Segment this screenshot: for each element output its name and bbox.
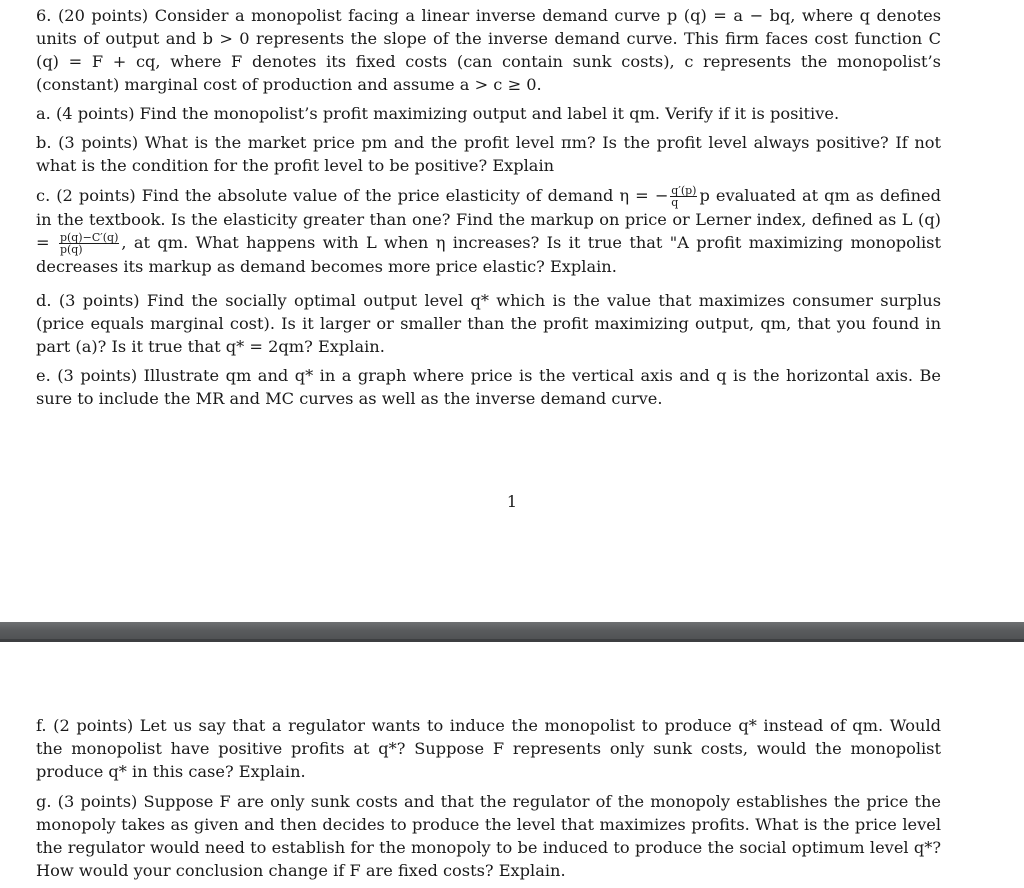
question-6e: e. (3 points) Illustrate qm and q* in a graph where price is the vertical axis and q is the horizontal axis. Be sure to include the MR and MC curves as well as the inverse demand curve. [36, 366, 941, 408]
question-6g: g. (3 points) Suppose F are only sunk costs and that the regulator of the monopoly establishes the price the monopoly takes as given and then decides to produce the level that maximizes profits. What is the price level the regulator would need to establish for the monopoly to be induced to produce the social optimum level q*? How would your conclusion change if F are fixed costs? Explain. [36, 792, 941, 880]
lerner-fraction [59, 232, 119, 255]
page-number: 1 [506, 492, 518, 511]
question-6-intro: 6. (20 points) Consider a monopolist facing a linear inverse demand curve p (q) = a − bq, where q denotes units of output and b > 0 represents the slope of the inverse demand curve. This firm faces cost function C (q) = F + cq, where F denotes its fixed costs (can contain sunk costs), c represents the monopolist’s (constant) marginal cost of production and assume a > c ≥ 0. [36, 6, 941, 94]
question-6a: a. (4 points) Find the monopolist’s profit maximizing output and label it qm. Verify if it is positive. [36, 104, 840, 123]
elasticity-fraction-denominator: q [671, 196, 679, 209]
elasticity-fraction-numerator: q′(p) [671, 184, 697, 197]
question-6c [36, 184, 941, 278]
question-6f: f. (2 points) Let us say that a regulator wants to induce the monopolist to produce q* instead of qm. Would the monopolist have positive profits at q*? Suppose F represents only sunk costs, would the monopolist produce q* in this case? Explain. [36, 716, 941, 781]
question-6c-text-1: c. (2 points) Find the absolute value of the price elasticity of demand η = − [36, 186, 669, 205]
elasticity-fraction [670, 185, 697, 208]
page-separator [0, 622, 1024, 642]
question-6c-text-2: p evaluated at qm as defined in the textbook. Is the elasticity greater than one? Find the markup on price or Lerner index, defined as L (q) = [36, 186, 941, 252]
question-6b: b. (3 points) What is the market price pm and the profit level πm? Is the profit level always positive? If not what is the condition for the profit level to be positive? Explain [36, 133, 941, 175]
lerner-fraction-numerator: p(q)−C′(q) [59, 231, 119, 244]
question-6d: d. (3 points) Find the socially optimal output level q* which is the value that maximizes consumer surplus (price equals marginal cost). Is it larger or smaller than the profit maximizing output, qm, that you found in part (a)? Is it true that q* = 2qm? Explain. [36, 291, 941, 356]
lerner-fraction-denominator: p(q) [59, 243, 83, 256]
question-6c-text-3: , at qm. What happens with L when η increases? Is it true that "A profit maximizing monopolist decreases its markup as demand becomes more price elastic? Explain. [36, 233, 941, 276]
document-page-2 [0, 642, 1024, 888]
